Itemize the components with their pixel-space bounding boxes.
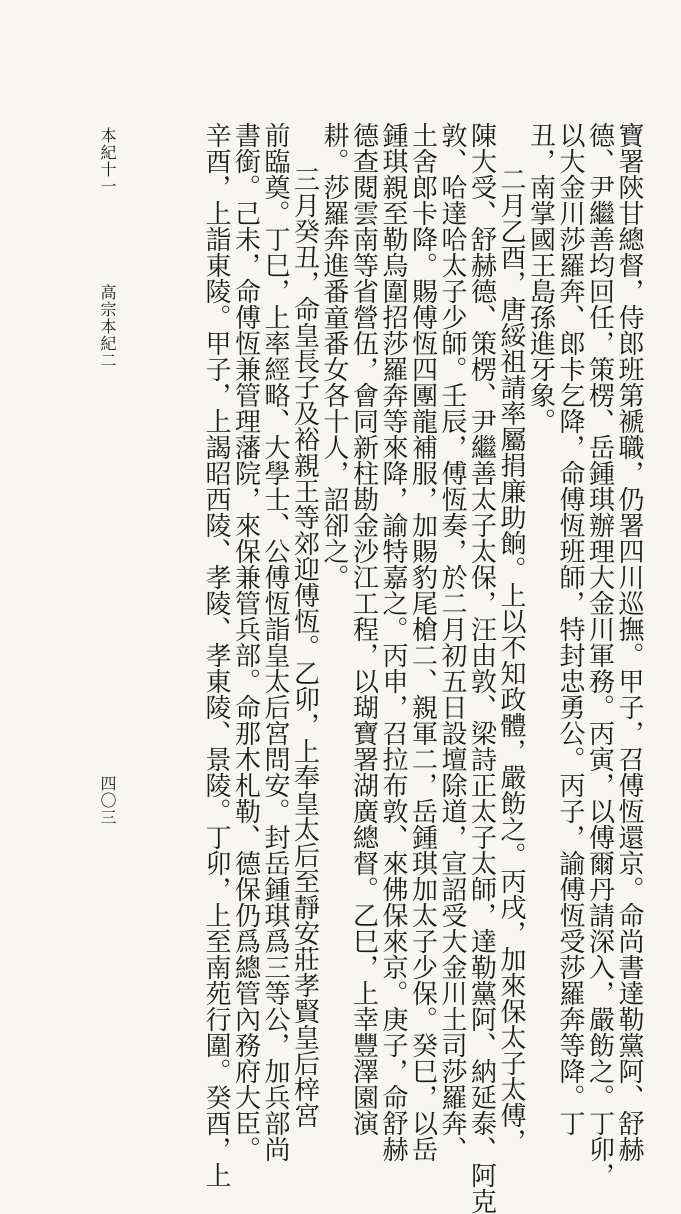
text-column: 前臨奠。丁巳，上率經略、大學士、公傅恆詣皇太后宮問安。封岳鍾琪爲三等公，加兵部尚: [260, 122, 290, 1162]
text-column: 寶署陝甘總督，侍郎班第褫職，仍署四川巡撫。甲子，召傅恆還京。命尚書達勒黨阿、舒赫: [614, 122, 644, 1162]
text-column: 耕。莎羅奔進番童番女各十人，詔卻之。: [319, 122, 349, 590]
text-column: 德、尹繼善均回任，策楞、岳鍾琪辦理大金川軍務。丙寅，以傅爾丹請深入，嚴飭之。丁卯，: [584, 122, 615, 1188]
volume-label: 本紀十一: [98, 127, 117, 195]
text-column: 書銜。己未，命傅恆兼管理藩院，來保兼管兵部。命那木札勒、德保仍爲總管內務府大臣。: [230, 122, 261, 1162]
text-column: 三月癸丑，命皇長子及裕親王等郊迎傅恆。乙卯，上奉皇太后至靜安莊孝賢皇后梓宮: [289, 166, 320, 1129]
chapter-title: 高宗本紀二: [98, 284, 117, 369]
text-column: 辛酉，上詣東陵。甲子，上謁昭西陵、孝陵、孝東陵、景陵。丁卯，上至南苑行圍。癸酉，上: [201, 122, 231, 1188]
text-column: 丑，南掌國王島孫進牙象。: [525, 122, 556, 434]
text-column: 敦、哈達哈太子少師。壬辰，傅恆奏，於二月初五日設壇除道，宣詔受大金川土司莎羅奔、: [437, 122, 467, 1162]
text-column: 鍾琪親至勒烏圍招莎羅奔等來降，諭特嘉之。丙申，召拉布敦、來佛保來京。庚子，命舒赫: [378, 122, 408, 1162]
main-text: [201, 122, 644, 1214]
text-column: 德查閱雲南等省營伍，會同新柱勘金沙江工程，以瑚寶署湖廣總督。乙巳，上幸豐澤園演: [348, 122, 379, 1136]
text-column: 以大金川莎羅奔、郎卡乞降，命傅恆班師，特封忠勇公。丙子，諭傅恆受莎羅奔等降。丁: [555, 122, 585, 1136]
text-column: 二月乙酉，唐綏祖請率屬捐廉助餉。上以不知政體，嚴飭之。丙戌，加來保太子太傅，: [496, 166, 526, 1155]
page-number: 四〇三: [98, 775, 117, 826]
text-column: 土舍郎卡降。賜傅恆四團龍補服，加賜豹尾槍二、親軍二，岳鍾琪加太子少保。癸巳，以岳: [407, 122, 438, 1162]
text-column: 陳大受、舒赫德、策楞、尹繼善太子太保，汪由敦、梁詩正太子太師，達勒黨阿、納延泰、阿克: [466, 122, 497, 1214]
